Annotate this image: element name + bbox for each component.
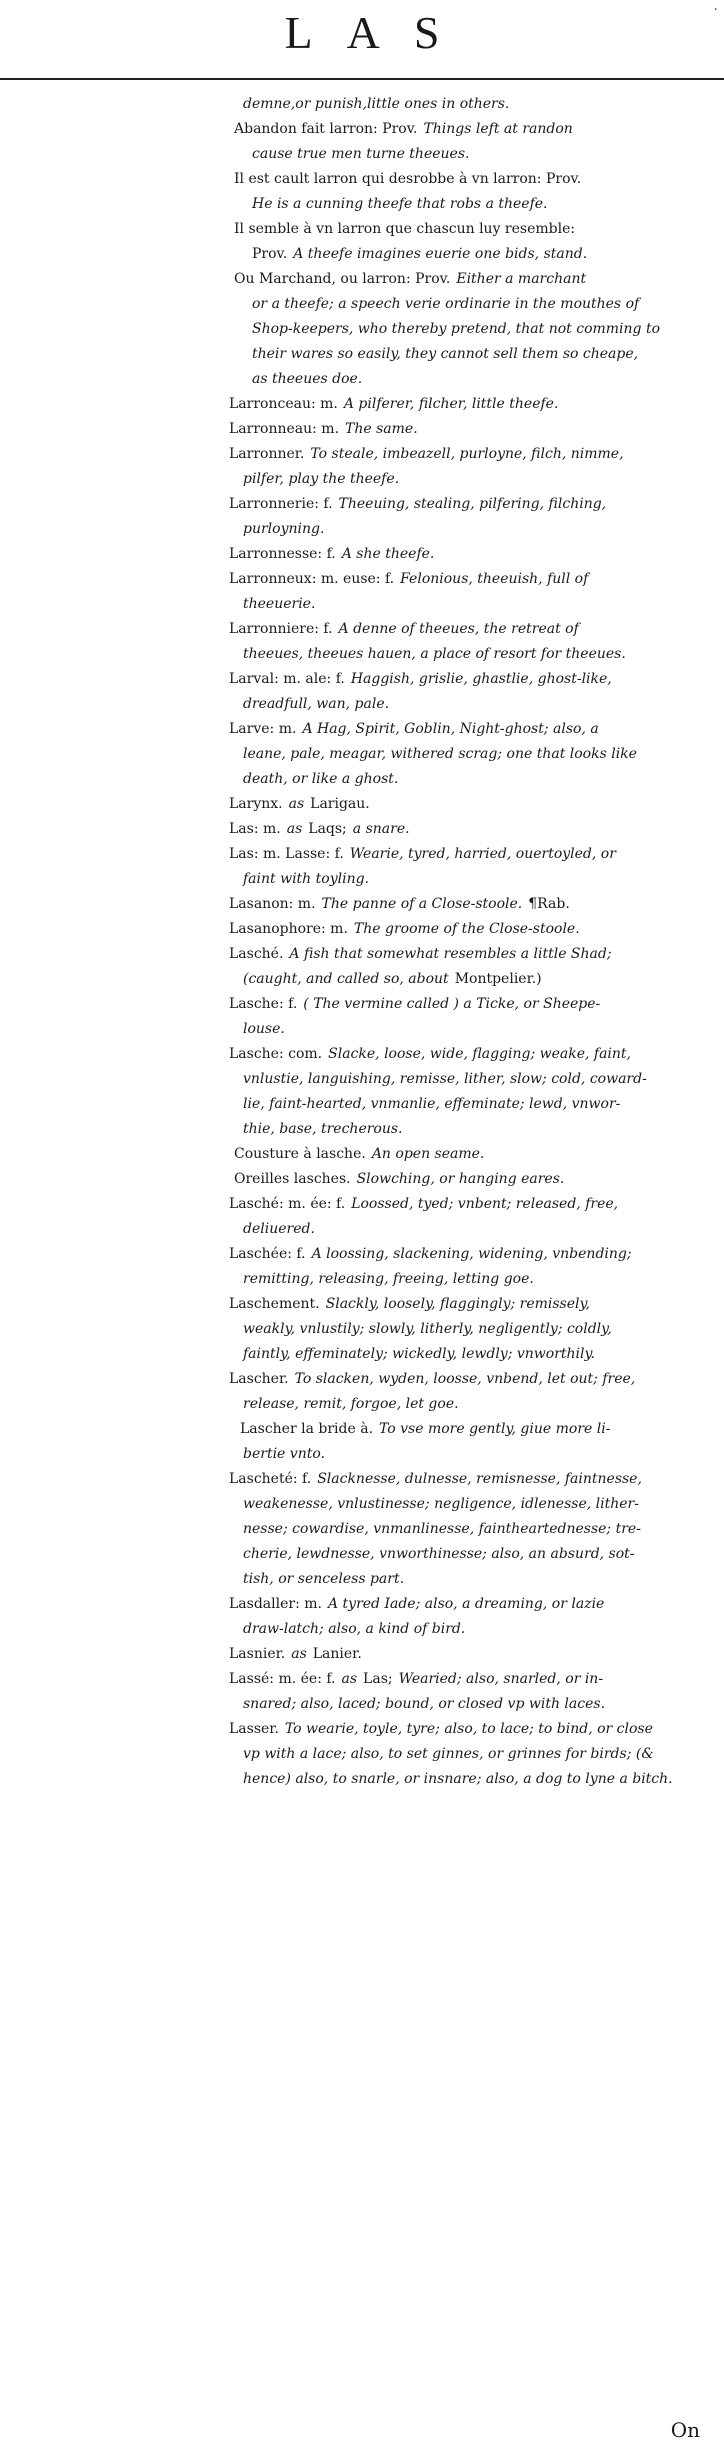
english-gloss: release, remit, forgoe, let goe. bbox=[243, 1396, 459, 1412]
entry-subphrase-line bbox=[0, 165, 724, 190]
entry-continuation-line bbox=[0, 1065, 724, 1090]
english-gloss: A denne of theeues, the retreat of bbox=[338, 621, 579, 637]
entry-headword-line bbox=[0, 665, 724, 690]
french-term: Lanier. bbox=[312, 1646, 362, 1662]
entry-continuation-line bbox=[0, 1615, 724, 1640]
english-gloss: bertie vnto. bbox=[243, 1446, 325, 1462]
english-gloss: Theeuing, stealing, pilfering, filching, bbox=[338, 496, 607, 512]
english-gloss: A theefe imagines euerie one bids, stand. bbox=[293, 246, 588, 262]
english-gloss: To wearie, toyle, tyre; also, to lace; to bind, or close bbox=[284, 1721, 653, 1737]
english-gloss: faint with toyling. bbox=[243, 871, 369, 887]
entry-continuation-line bbox=[0, 1440, 724, 1465]
english-gloss: A loossing, slackening, widening, vnbending; bbox=[311, 1246, 632, 1262]
english-gloss: ( The vermine called ) a Ticke, or Sheepe- bbox=[303, 996, 601, 1012]
entry-continuation-line bbox=[0, 590, 724, 615]
english-gloss: Slacknesse, dulnesse, remisnesse, faintnesse, bbox=[317, 1471, 642, 1487]
french-term: Lasdaller: m. bbox=[229, 1596, 322, 1612]
english-gloss: Either a marchant bbox=[456, 271, 587, 287]
english-gloss: theeues, theeues hauen, a place of resort for theeues. bbox=[243, 646, 626, 662]
english-gloss: Slacke, loose, wide, flagging; weake, faint, bbox=[328, 1046, 631, 1062]
entry-continuation-line bbox=[0, 1690, 724, 1715]
french-term: Larronceau: m. bbox=[229, 396, 338, 412]
english-gloss: The groome of the Close-stoole. bbox=[353, 921, 580, 937]
entry-continuation-line bbox=[0, 365, 724, 390]
entry-headword-line bbox=[0, 715, 724, 740]
entry-headword-line bbox=[0, 540, 724, 565]
running-head: LAS bbox=[284, 7, 474, 58]
entry-subphrase-line bbox=[0, 115, 724, 140]
english-gloss: Wearie, tyred, harried, ouertoyled, or bbox=[349, 846, 616, 862]
entry-headword-line bbox=[0, 1665, 724, 1690]
english-gloss: dreadfull, wan, pale. bbox=[243, 696, 390, 712]
entry-headword-line bbox=[0, 615, 724, 640]
english-gloss: death, or like a ghost. bbox=[243, 771, 399, 787]
entry-headword-line bbox=[0, 1590, 724, 1615]
english-gloss: faintly, effeminately; wickedly, lewdly; vnworthily. bbox=[243, 1346, 595, 1362]
entry-headword-line bbox=[0, 1365, 724, 1390]
entry-continuation-line bbox=[0, 240, 724, 265]
english-gloss: Slowching, or hanging eares. bbox=[356, 1171, 565, 1187]
english-gloss: nesse; cowardise, vnmanlinesse, faintheartednesse; tre- bbox=[243, 1521, 641, 1537]
french-term: Lasanon: m. bbox=[229, 896, 316, 912]
entry-headword-line bbox=[0, 490, 724, 515]
english-gloss: or a theefe; a speech verie ordinarie in the mouthes of bbox=[252, 296, 640, 312]
english-gloss: vnlustie, languishing, remisse, lither, slow; cold, coward- bbox=[243, 1071, 647, 1087]
french-term: Larronnerie: f. bbox=[229, 496, 333, 512]
entry-headword-line bbox=[0, 1240, 724, 1265]
entry-headword-line bbox=[0, 790, 724, 815]
entry-column bbox=[0, 90, 724, 2410]
english-gloss: (caught, and called so, about bbox=[243, 971, 449, 987]
entry-headword-line bbox=[0, 940, 724, 965]
english-gloss: Shop-keepers, who thereby pretend, that not comming to bbox=[252, 321, 661, 337]
entry-subphrase-line bbox=[0, 1165, 724, 1190]
french-term: Montpelier.) bbox=[454, 971, 542, 987]
entry-headword-line bbox=[0, 415, 724, 440]
entry-continuation-line bbox=[0, 190, 724, 215]
english-gloss: as bbox=[286, 821, 303, 837]
french-term: Lasche: com. bbox=[229, 1046, 323, 1062]
entry-continuation-line bbox=[0, 690, 724, 715]
english-gloss: thie, base, trecherous. bbox=[243, 1121, 403, 1137]
french-term: Cousture à lasche. bbox=[234, 1146, 366, 1162]
catchword: On bbox=[670, 2418, 700, 2442]
english-gloss: A Hag, Spirit, Goblin, Night-ghost; also, a bbox=[302, 721, 599, 737]
english-gloss: The panne of a Close-stoole. bbox=[321, 896, 523, 912]
english-gloss: theeuerie. bbox=[243, 596, 316, 612]
english-gloss: leane, pale, meagar, withered scrag; one that looks like bbox=[243, 746, 637, 762]
french-term: Lascher la bride à. bbox=[240, 1421, 374, 1437]
english-gloss: Loossed, tyed; vnbent; released, free, bbox=[351, 1196, 619, 1212]
entry-continuation-line bbox=[0, 1265, 724, 1290]
english-gloss: Slackly, loosely, flaggingly; remissely, bbox=[325, 1296, 591, 1312]
french-term: Lasché: m. ée: f. bbox=[229, 1196, 346, 1212]
english-gloss: remitting, releasing, freeing, letting goe. bbox=[243, 1271, 534, 1287]
english-gloss: Haggish, grislie, ghastlie, ghost-like, bbox=[350, 671, 612, 687]
french-term: Larval: m. ale: f. bbox=[229, 671, 345, 687]
entry-continuation-line bbox=[0, 1390, 724, 1415]
entry-continuation-line bbox=[0, 765, 724, 790]
french-term: ¶Rab. bbox=[528, 896, 570, 912]
english-gloss: He is a cunning theefe that robs a theefe. bbox=[252, 196, 548, 212]
entry-headword-line bbox=[0, 815, 724, 840]
english-gloss: as bbox=[341, 1671, 358, 1687]
entry-continuation-line bbox=[0, 465, 724, 490]
english-gloss: purloyning. bbox=[243, 521, 325, 537]
entry-continuation-line bbox=[0, 1740, 724, 1765]
english-gloss: deliuered. bbox=[243, 1221, 315, 1237]
entry-continuation-line bbox=[0, 1765, 724, 1790]
french-term: Larronneau: m. bbox=[229, 421, 340, 437]
english-gloss: Felonious, theeuish, full of bbox=[400, 571, 589, 587]
french-term: Lasser. bbox=[229, 1721, 279, 1737]
english-gloss: Things left at randon bbox=[423, 121, 573, 137]
english-gloss: To slacken, wyden, loosse, vnbend, let out; free, bbox=[294, 1371, 636, 1387]
english-gloss: weakly, vnlustily; slowly, litherly, negligently; coldly, bbox=[243, 1321, 612, 1337]
entry-continuation-line bbox=[0, 140, 724, 165]
french-term: Larronnesse: f. bbox=[229, 546, 336, 562]
french-term: Lasnier. bbox=[229, 1646, 286, 1662]
french-term: Las: m. bbox=[229, 821, 281, 837]
entry-subphrase-line bbox=[0, 215, 724, 240]
entry-continuation-line bbox=[0, 1215, 724, 1240]
entry-continuation-line bbox=[0, 1115, 724, 1140]
entry-headword-line bbox=[0, 565, 724, 590]
english-gloss: hence) also, to snarle, or insnare; also, a dog to lyne a bitch. bbox=[243, 1771, 673, 1787]
english-gloss: An open seame. bbox=[371, 1146, 485, 1162]
entry-continuation-line bbox=[0, 1540, 724, 1565]
header-rule bbox=[0, 78, 724, 80]
english-gloss: pilfer, play the theefe. bbox=[243, 471, 400, 487]
entry-headword-line bbox=[0, 1190, 724, 1215]
entry-continuation-line bbox=[0, 1315, 724, 1340]
french-term: Lasché. bbox=[229, 946, 284, 962]
english-gloss: their wares so easily, they cannot sell them so cheape, bbox=[252, 346, 639, 362]
english-gloss: weakenesse, vnlustinesse; negligence, idlenesse, lither- bbox=[243, 1496, 639, 1512]
english-gloss: To steale, imbeazell, purloyne, filch, nimme, bbox=[310, 446, 624, 462]
corner-mark: · bbox=[713, 2, 718, 18]
english-gloss: tish, or senceless part. bbox=[243, 1571, 405, 1587]
english-gloss: louse. bbox=[243, 1021, 285, 1037]
entry-continuation-line bbox=[0, 740, 724, 765]
entry-subphrase-line bbox=[0, 1140, 724, 1165]
entry-headword-line bbox=[0, 1640, 724, 1665]
english-gloss: cause true men turne theeues. bbox=[252, 146, 470, 162]
entry-continuation-line bbox=[0, 1340, 724, 1365]
english-gloss: as theeues doe. bbox=[252, 371, 363, 387]
french-term: Larronneux: m. euse: f. bbox=[229, 571, 395, 587]
entry-continuation-line bbox=[0, 640, 724, 665]
english-gloss: The same. bbox=[345, 421, 418, 437]
entry-continuation-line bbox=[0, 1090, 724, 1115]
french-term: Il est cault larron qui desrobbe à vn larron: Prov. bbox=[234, 171, 582, 187]
entry-headword-line bbox=[0, 990, 724, 1015]
french-term: Laqs; bbox=[308, 821, 347, 837]
english-gloss: To vse more gently, giue more li- bbox=[379, 1421, 611, 1437]
english-gloss: vp with a lace; also, to set ginnes, or grinnes for birds; (& bbox=[243, 1746, 654, 1762]
french-term: Lasanophore: m. bbox=[229, 921, 348, 937]
french-term: Lasche: f. bbox=[229, 996, 298, 1012]
french-term: Ou Marchand, ou larron: Prov. bbox=[234, 271, 451, 287]
english-gloss: A pilferer, filcher, little theefe. bbox=[343, 396, 559, 412]
english-gloss: cherie, lewdnesse, vnworthinesse; also, an absurd, sot- bbox=[243, 1546, 635, 1562]
entry-continuation-line bbox=[0, 315, 724, 340]
french-term: Lascheté: f. bbox=[229, 1471, 312, 1487]
entry-continuation-line bbox=[0, 1015, 724, 1040]
french-term: Prov. bbox=[252, 246, 288, 262]
entry-subphrase-line bbox=[0, 1415, 724, 1440]
entry-headword-line bbox=[0, 1465, 724, 1490]
french-term: Oreilles lasches. bbox=[234, 1171, 351, 1187]
french-term: Larynx. bbox=[229, 796, 283, 812]
english-gloss: A tyred Iade; also, a dreaming, or lazie bbox=[327, 1596, 605, 1612]
french-term: Laschée: f. bbox=[229, 1246, 306, 1262]
english-gloss: draw-latch; also, a kind of bird. bbox=[243, 1621, 466, 1637]
entry-headword-line bbox=[0, 1290, 724, 1315]
french-term: Las; bbox=[363, 1671, 393, 1687]
entry-continuation-line bbox=[0, 1565, 724, 1590]
english-gloss: lie, faint-hearted, vnmanlie, effeminate; lewd, vnwor- bbox=[243, 1096, 621, 1112]
entry-continuation-line bbox=[0, 340, 724, 365]
entry-headword-line bbox=[0, 390, 724, 415]
french-term: Lassé: m. ée: f. bbox=[229, 1671, 336, 1687]
entry-continuation-line bbox=[0, 965, 724, 990]
english-gloss: a snare. bbox=[352, 821, 410, 837]
french-term: Lascher. bbox=[229, 1371, 289, 1387]
french-term: Larigau. bbox=[310, 796, 370, 812]
french-term: Larronniere: f. bbox=[229, 621, 333, 637]
english-gloss: Wearied; also, snarled, or in- bbox=[398, 1671, 604, 1687]
page-header bbox=[0, 0, 724, 88]
english-gloss: A fish that somewhat resembles a little Shad; bbox=[289, 946, 612, 962]
english-gloss: A she theefe. bbox=[341, 546, 435, 562]
entry-continuation-line bbox=[0, 90, 724, 115]
french-term: Laschement. bbox=[229, 1296, 320, 1312]
entry-headword-line bbox=[0, 915, 724, 940]
french-term: Abandon fait larron: Prov. bbox=[234, 121, 418, 137]
french-term: Las: m. Lasse: f. bbox=[229, 846, 344, 862]
english-gloss: snared; also, laced; bound, or closed vp with laces. bbox=[243, 1696, 606, 1712]
entry-headword-line bbox=[0, 1715, 724, 1740]
entry-headword-line bbox=[0, 890, 724, 915]
english-gloss: demne,or punish,little ones in others. bbox=[243, 96, 510, 112]
french-term: Larve: m. bbox=[229, 721, 297, 737]
entry-continuation-line bbox=[0, 290, 724, 315]
entry-continuation-line bbox=[0, 865, 724, 890]
entry-continuation-line bbox=[0, 1515, 724, 1540]
entry-headword-line bbox=[0, 440, 724, 465]
entry-headword-line bbox=[0, 840, 724, 865]
english-gloss: as bbox=[291, 1646, 307, 1662]
entry-headword-line bbox=[0, 1040, 724, 1065]
entry-subphrase-line bbox=[0, 265, 724, 290]
french-term: Il semble à vn larron que chascun luy resemble: bbox=[234, 221, 576, 237]
french-term: Larronner. bbox=[229, 446, 305, 462]
english-gloss: as bbox=[288, 796, 305, 812]
entry-continuation-line bbox=[0, 515, 724, 540]
entry-continuation-line bbox=[0, 1490, 724, 1515]
